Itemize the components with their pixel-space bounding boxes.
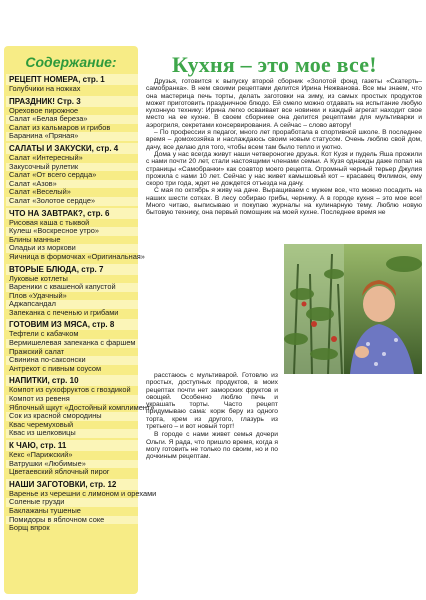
toc-item: Аджапсандал [6, 300, 138, 309]
toc-item: Цветаевский яблочный пирог [9, 467, 110, 477]
toc-item: Салат из кальмаров и грибов [9, 122, 111, 132]
toc-section-title: НАШИ ЗАГОТОВКИ, стр. 12 [6, 479, 138, 490]
toc-heading: Содержание: [25, 54, 117, 70]
toc-item: Ореховое пирожное [9, 105, 79, 115]
toc-item: Свинина по-саксонски [6, 356, 138, 365]
toc-sections [4, 74, 157, 533]
toc-section [4, 264, 138, 318]
toc-item: Вермишелевая запеканка с фаршем [6, 339, 138, 348]
toc-item: Оладьи из моркови [6, 244, 138, 253]
toc-item: Яичница в формочках «Оригинальная» [9, 251, 145, 261]
toc-section-title: ГОТОВИМ ИЗ МЯСА, стр. 8 [6, 319, 138, 330]
toc-item: Рисовая каша с тыквой [9, 217, 90, 227]
toc-item: Голубчики на ножках [9, 84, 81, 93]
toc-item: Квас черемуховый [9, 419, 74, 429]
toc-item: Компот из ревеня [6, 395, 138, 404]
article-body-wide [146, 78, 422, 217]
toc-item: Баранина «Пряная» [6, 132, 138, 141]
toc-section [4, 375, 155, 438]
toc-section [4, 208, 145, 262]
toc-item: Салат «Интересный» [9, 152, 83, 162]
toc-item: Яблочный щкут «Достойный комплимент» [9, 402, 155, 412]
toc-item: Плов «Удачный» [9, 290, 67, 300]
toc-item: Варенье из черешни с лимоном и орехами [9, 488, 157, 498]
article-paragraph: С мая по октябрь я живу на даче. Выращиваем с мужем все, что можно посадить на наших шести сотках. В лесу собираю грибы, чернику. А в городе кухня – это мое все! Много читаю, выписываю и покупаю журналы на кулинарную тему. Люблю новую бытовую технику, она первый помощник на моей кухне. Последнее время не [146, 187, 422, 217]
article-paragraph: Дома у нас всегда живут наши четвероногие друзья. Кот Кузя и пудель Яша прожили с нами почти 20 лет, стали настоящими членами семьи. А Кузя однажды даже попал на страницы «Самобранки» как соавтор моего рецепта. Огромный черный терьер Джулия прожила с нами 10 лет. Сейчас у нас живет камышовый кот – красавец Филимон, ему скоро три года, ждет не дождется отъезда на дачу. [146, 150, 422, 188]
article-paragraph: – По профессии я педагог, много лет проработала в спортивной школе. В последнее время – домохозяйка и наслаждаюсь своим новым статусом. Очень люблю свой дом, дачу, все делаю для того, чтобы всем там было тепло и уютно. [146, 129, 422, 151]
article-paragraph: Друзья, готовится к выпуску второй сборник «Золотой фонд газеты «Скатерть–самобранка». В нем своими рецептами делится Ирина Нежванова. Все мы знаем, что она мастерица печь торты, делать заготовки на зиму, из самых простых продуктов может приготовить праздничное блюдо. Ей смело можно отдавать на испытание любую кухонную технику: Ирина легко осваивает все новинки и каждый агрегат находит свое место на ее кухне. В своем сборнике она делится рецептами для мультиварки и аэрогриля, секретами консервирования. А сейчас – слово автору! [146, 78, 422, 129]
toc-item: Салат «Веселый» [9, 187, 71, 197]
toc-item: Запеканка с печенью и грибами [9, 307, 119, 317]
toc-section-title: РЕЦЕПТ НОМЕРА, стр. 1 [6, 74, 138, 85]
toc-section [4, 74, 138, 94]
article-paragraph: В городе с нами живет семья дочери Ольги. Я рада, что пришло время, когда я могу готовить не только по своим, но и по дочкиным рецептам. [146, 431, 278, 461]
toc-item: Салат «Золотое сердце» [6, 197, 138, 206]
toc-section [4, 143, 138, 206]
toc-section-title: ЧТО НА ЗАВТРАК?, стр. 6 [6, 208, 138, 219]
toc-item: Компот из сухофруктов с гвоздикой [9, 385, 131, 395]
toc-item: Ватрушки «Любимые» [6, 460, 138, 469]
toc-item: Соленые грузди [6, 498, 138, 507]
toc-section-title: НАПИТКИ, стр. 10 [6, 375, 138, 386]
toc-section [4, 479, 157, 533]
toc-item: Салат «Белая береза» [6, 115, 138, 124]
toc-item: Квас из шелковицы [6, 429, 138, 438]
toc-section [4, 440, 138, 477]
toc-item: Помидоры в яблочном соке [6, 516, 138, 525]
toc-item: Кулеш «Воскресное утро» [6, 227, 138, 236]
toc-section-title: САЛАТЫ И ЗАКУСКИ, стр. 4 [6, 143, 138, 154]
toc-item: Кекс «Парижский» [9, 450, 73, 459]
article-title: Кухня – это мое все! [172, 52, 377, 77]
toc-item: Закусочный рулетик [6, 163, 138, 172]
toc-item: Салат «Азов» [6, 180, 138, 189]
author-photo [284, 244, 422, 374]
toc-item: Сок из красной смородины [6, 412, 138, 421]
toc-item: Блины манные [9, 234, 61, 244]
toc-item: Тефтели с кабачком [9, 329, 79, 339]
toc-item: Антрекот с пивным соусом [9, 363, 102, 373]
toc-section-title: К ЧАЮ, стр. 11 [6, 440, 138, 451]
toc-item: Борщ впрок [9, 523, 50, 533]
table-of-contents [4, 46, 157, 594]
article-paragraph: расстаюсь с мультиварой. Готовлю из простых, доступных продуктов, в моих рецептах почти нет заморских фруктов и овощей. Особенно люблю печь и украшать торты. Часто рецепт придумываю сама: корж беру из одного торта, крем из другого, глазурь из третьего – и вот новый торт! [146, 372, 278, 431]
toc-item: Салат «От всего сердца» [9, 170, 97, 180]
toc-item: Вареники с квашеной капустой [6, 283, 138, 292]
toc-item: Пражский салат [9, 346, 65, 356]
toc-section-title: ПРАЗДНИК! Стр. 3 [6, 96, 138, 107]
toc-item: Луковые котлеты [9, 273, 68, 283]
toc-item: Баклажаны тушеные [9, 505, 81, 515]
toc-section-title: ВТОРЫЕ БЛЮДА, стр. 7 [6, 264, 138, 275]
photo-illustration [284, 244, 422, 374]
article-body-narrow [146, 372, 278, 461]
toc-section [4, 319, 138, 373]
toc-section [4, 96, 138, 141]
